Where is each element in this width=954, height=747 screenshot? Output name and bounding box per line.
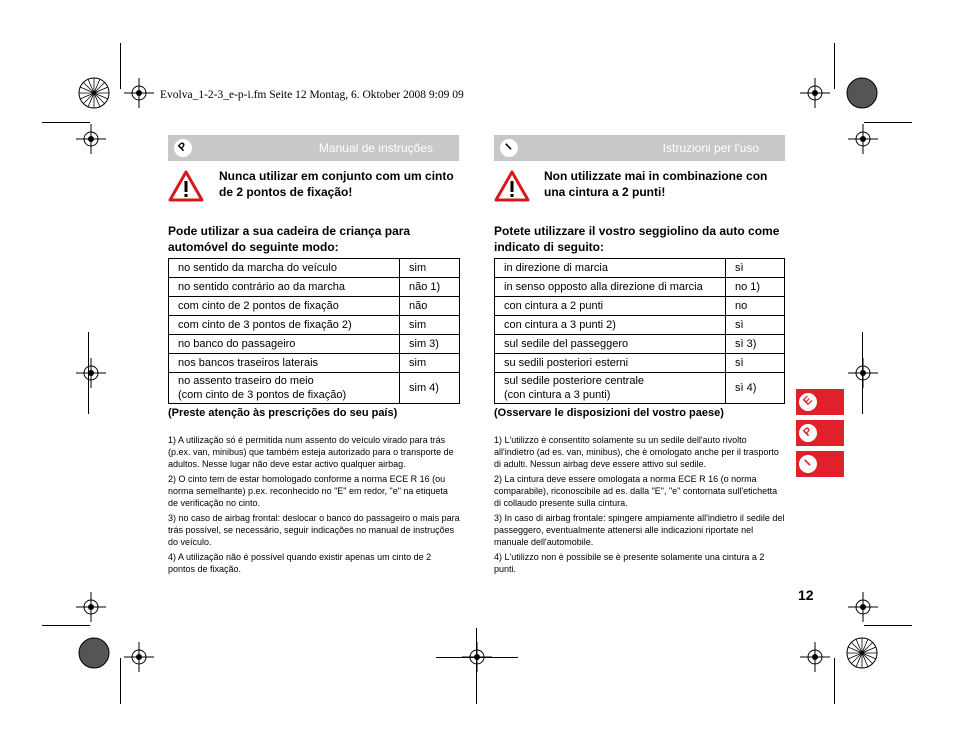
crosshair-icon bbox=[76, 124, 106, 154]
footnotes bbox=[494, 434, 786, 578]
warning-text: Non utilizzate mai in combinazione con una cintura a 2 punti! bbox=[544, 169, 768, 199]
section-title: Istruzioni per l'uso bbox=[662, 141, 759, 155]
registration-disc-icon bbox=[78, 77, 110, 109]
footnote: 1) A utilização só é permitida num assento do veículo virado para trás (p.ex. van, minibus) que também esteja autorizado para o transporte de adultos. Nesse lugar não deve estar activo qualquer airbag. bbox=[168, 435, 454, 469]
footnote: 1) L'utilizzo è consentito solamente su un sedile dell'auto rivolto all'indietro (ad es. van, minibus), che è omologato anche per il trasporto di adulti. Nessun airbag deve essere attivo sul sedile. bbox=[494, 435, 779, 469]
footnote: 2) O cinto tem de estar homologado conforme a norma ECE R 16 (ou norma semelhante) p.ex. reconhecido no "E" em redor, "e" na etiqueta de verificação no cinto. bbox=[168, 474, 448, 508]
table-row: no sentido da marcha do veículo sim bbox=[169, 259, 460, 278]
table-row: sul sedile posteriore centrale (con cintura a 3 punti) sì 4) bbox=[495, 373, 785, 404]
registration-disc-icon bbox=[846, 77, 878, 109]
usage-table bbox=[168, 258, 460, 404]
file-header: Evolva_1-2-3_e-p-i.fm Seite 12 Montag, 6. Oktober 2008 9:09 09 bbox=[160, 89, 464, 101]
table-row: no banco do passageiro sim 3) bbox=[169, 335, 460, 354]
section-title: Manual de instruções bbox=[318, 141, 433, 155]
registration-disc-icon bbox=[846, 637, 878, 669]
crosshair-icon bbox=[848, 358, 878, 388]
table-row: in direzione di marcia sì bbox=[495, 259, 785, 278]
crosshair-icon bbox=[800, 642, 830, 672]
registration-disc-icon bbox=[78, 637, 110, 669]
language-badge: I bbox=[500, 139, 518, 157]
table-row: no assento traseiro do meio (com cinto de 3 pontos de fixação) sim 4) bbox=[169, 373, 460, 404]
table-row: com cinto de 3 pontos de fixação 2) sim bbox=[169, 316, 460, 335]
page-number: 12 bbox=[798, 587, 814, 603]
table-row: com cinto de 2 pontos de fixação não bbox=[169, 297, 460, 316]
footnote: 4) A utilização não é possível quando existir apenas um cinto de 2 pontos de fixação. bbox=[168, 552, 432, 574]
warning-triangle-icon bbox=[168, 170, 204, 202]
crosshair-icon bbox=[848, 592, 878, 622]
footnotes bbox=[168, 434, 460, 578]
crosshair-icon bbox=[124, 78, 154, 108]
table-row: in senso opposto alla direzione di marcia no 1) bbox=[495, 278, 785, 297]
crosshair-icon bbox=[124, 642, 154, 672]
country-note: (Osservare le disposizioni del vostro paese) bbox=[494, 407, 724, 419]
crosshair-icon bbox=[76, 358, 106, 388]
language-badge: I bbox=[799, 455, 817, 473]
language-badge: P bbox=[174, 139, 192, 157]
warning-triangle-icon bbox=[494, 170, 530, 202]
table-row: no sentido contrário ao da marcha não 1) bbox=[169, 278, 460, 297]
table-row: con cintura a 3 punti 2) sì bbox=[495, 316, 785, 335]
language-badge: P bbox=[799, 424, 817, 442]
section-header-band bbox=[494, 135, 785, 161]
language-tab-i[interactable] bbox=[796, 451, 844, 477]
footnote: 3) no caso de airbag frontal: deslocar o banco do passageiro o mais para trás possível, se necessário, seguir indicações no manual de instruções do veículo. bbox=[168, 513, 460, 547]
table-row: nos bancos traseiros laterais sim bbox=[169, 354, 460, 373]
table-row: sul sedile del passeggero sì 3) bbox=[495, 335, 785, 354]
crosshair-icon bbox=[800, 78, 830, 108]
footnote: 3) In caso di airbag frontale: spingere ampiamente all'indietro il sedile del passeggero, eventualmente attenersi alle indicazioni riportate nel manuale dell'automobile. bbox=[494, 513, 785, 547]
language-tab-p[interactable] bbox=[796, 420, 844, 446]
usage-intro: Potete utilizzare il vostro seggiolino da auto come indicato di seguito: bbox=[494, 224, 780, 254]
footnote: 4) L'utilizzo non è possibile se è presente solamente una cintura a 2 punti. bbox=[494, 552, 765, 574]
warning-text: Nunca utilizar em conjunto com um cinto de 2 pontos de fixação! bbox=[219, 169, 454, 199]
usage-intro: Pode utilizar a sua cadeira de criança para automóvel do seguinte modo: bbox=[168, 224, 411, 254]
footnote: 2) La cintura deve essere omologata a norma ECE R 16 (o norma comparabile), riconoscibile ad es. dalla "E", "e" contornata sull'etichetta di collaudo presente sulla cintura. bbox=[494, 474, 778, 508]
section-header-band bbox=[168, 135, 459, 161]
language-badge: E bbox=[799, 393, 817, 411]
country-note: (Preste atenção às prescrições do seu país) bbox=[168, 407, 398, 419]
usage-table bbox=[494, 258, 785, 404]
table-row: con cintura a 2 punti no bbox=[495, 297, 785, 316]
crosshair-icon bbox=[76, 592, 106, 622]
language-tab-e[interactable] bbox=[796, 389, 844, 415]
crosshair-icon bbox=[848, 124, 878, 154]
table-row: su sedili posteriori esterni sì bbox=[495, 354, 785, 373]
